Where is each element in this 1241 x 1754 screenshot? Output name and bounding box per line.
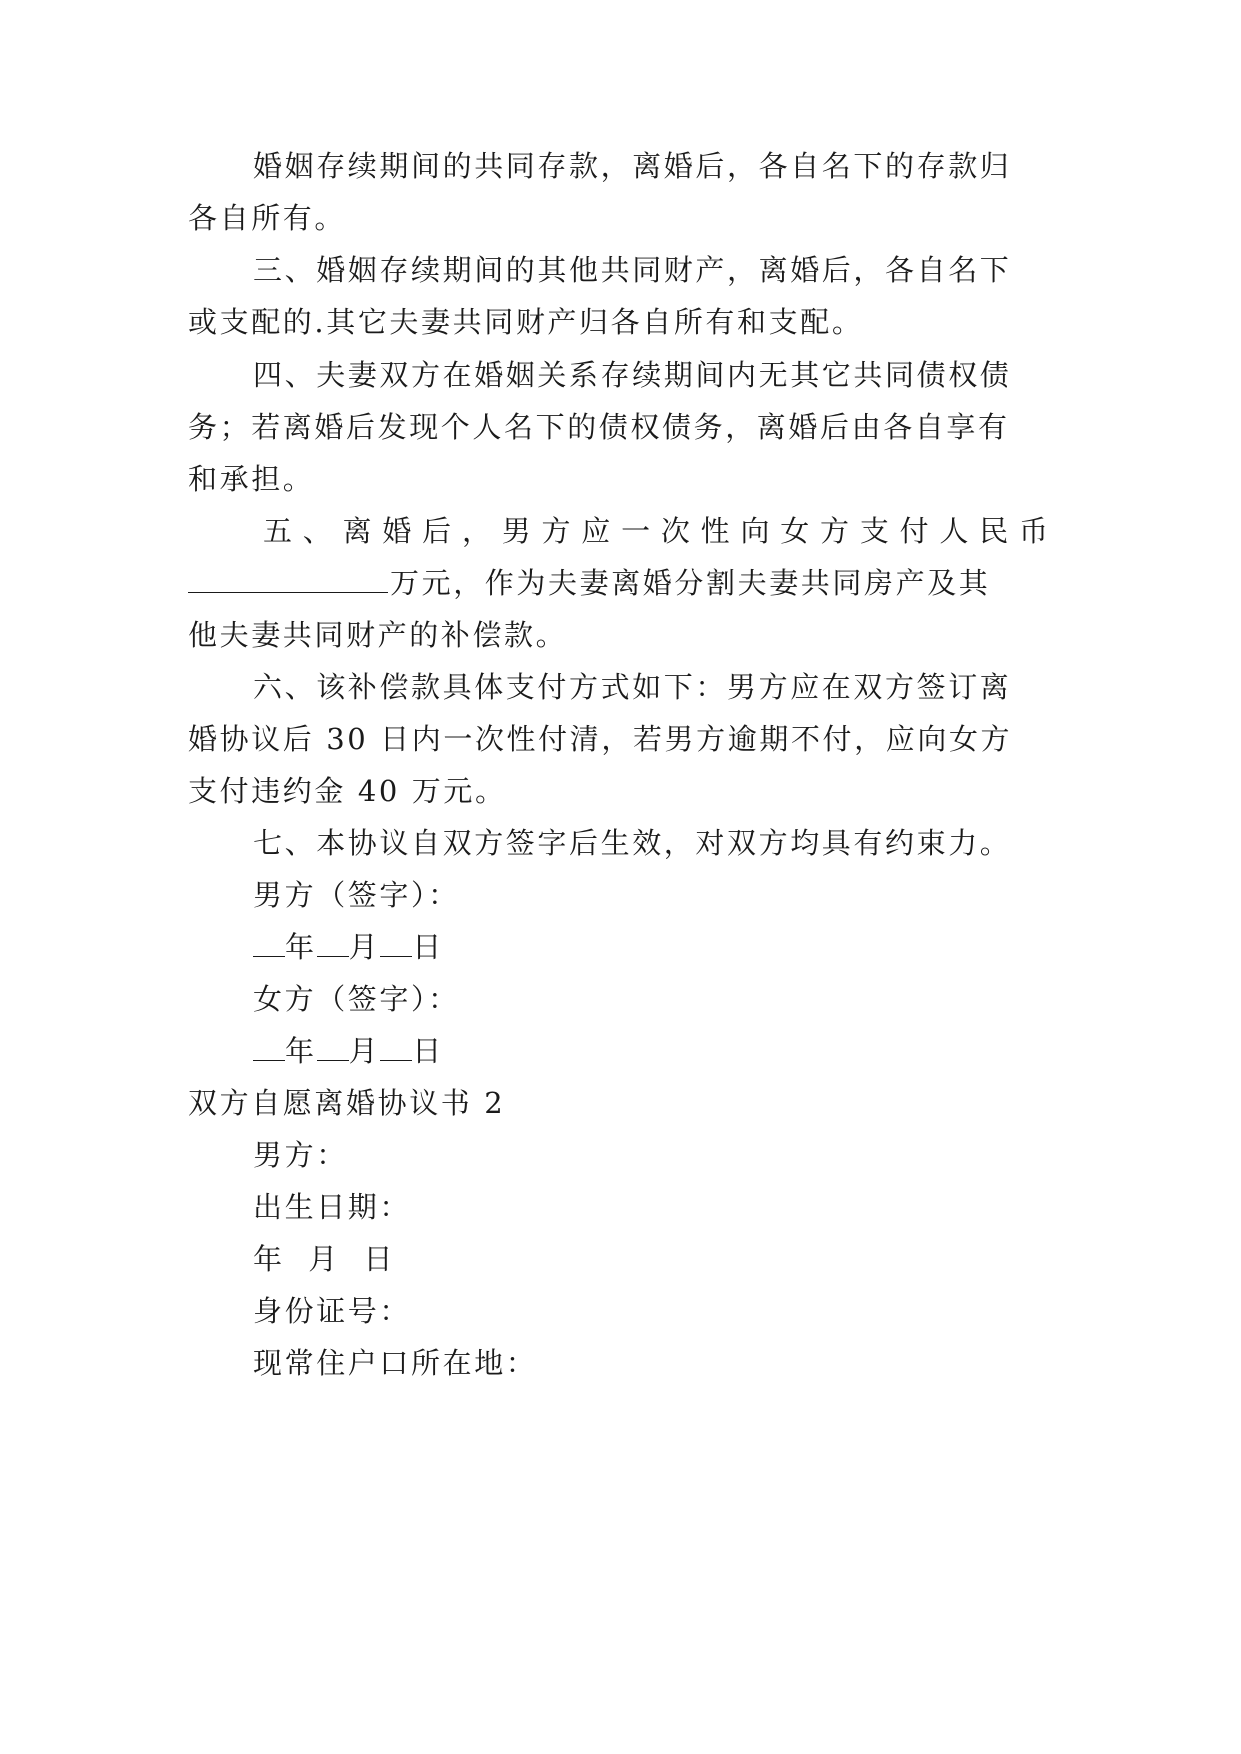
birth-date-label: 出生日期：: [253, 1190, 412, 1224]
male-signature-label: 男方（签字）：: [253, 878, 460, 912]
month-label: 月: [348, 1034, 381, 1068]
birth-date-value: 年 月 日: [253, 1242, 396, 1276]
male-field-label: 男方：: [253, 1138, 348, 1172]
paragraph-text: 万元，作为夫妻离婚分割夫妻共同房产及其: [390, 566, 991, 600]
paragraph-line: 七、本协议自双方签字后生效，对双方均具有约束力。: [253, 826, 1012, 860]
year-label: 年: [285, 1034, 317, 1068]
month-blank: [317, 1036, 349, 1061]
paragraph-line: 支付违约金 40 万元。: [188, 774, 507, 808]
paragraph-line: 和承担。: [188, 462, 315, 496]
section-title: 双方自愿离婚协议书 2: [188, 1086, 506, 1120]
day-blank: [380, 1036, 412, 1061]
year-blank: [253, 932, 285, 957]
paragraph-line: 他夫妻共同财产的补偿款。: [188, 618, 568, 652]
paragraph-line: 婚姻存续期间的共同存款，离婚后，各自名下的存款归: [253, 149, 1012, 183]
female-signature-date: [253, 1033, 1113, 1069]
paragraph-line: 各自所有。: [188, 201, 347, 235]
year-label: 年: [285, 930, 317, 964]
male-signature-date: [253, 929, 1113, 965]
paragraph-line: 或支配的.其它夫妻共同财产归各自所有和支配。: [188, 305, 864, 339]
paragraph-line: 六、该补偿款具体支付方式如下：男方应在双方签订离: [253, 670, 1012, 704]
paragraph-line: 五、离婚后，男方应一次性向女方支付人民币: [263, 514, 1048, 548]
paragraph-line: 三、婚姻存续期间的其他共同财产，离婚后，各自名下: [253, 253, 1012, 287]
id-number-label: 身份证号：: [253, 1294, 412, 1328]
year-blank: [253, 1036, 285, 1061]
month-label: 月: [348, 930, 381, 964]
paragraph-line: 务；若离婚后发现个人名下的债权债务，离婚后由各自享有: [188, 410, 1010, 444]
month-blank: [317, 932, 349, 957]
female-signature-label: 女方（签字）：: [253, 982, 460, 1016]
paragraph-line: 婚协议后 30 日内一次性付清，若男方逾期不付，应向女方: [188, 722, 1013, 756]
day-label: 日: [412, 930, 444, 964]
paragraph-line-with-blank: [188, 565, 1048, 601]
paragraph-line: 四、夫妻双方在婚姻关系存续期间内无其它共同债权债: [253, 358, 1012, 392]
residence-label: 现常住户口所在地：: [253, 1346, 538, 1380]
amount-blank: [188, 566, 388, 593]
day-blank: [380, 932, 412, 957]
day-label: 日: [412, 1034, 444, 1068]
